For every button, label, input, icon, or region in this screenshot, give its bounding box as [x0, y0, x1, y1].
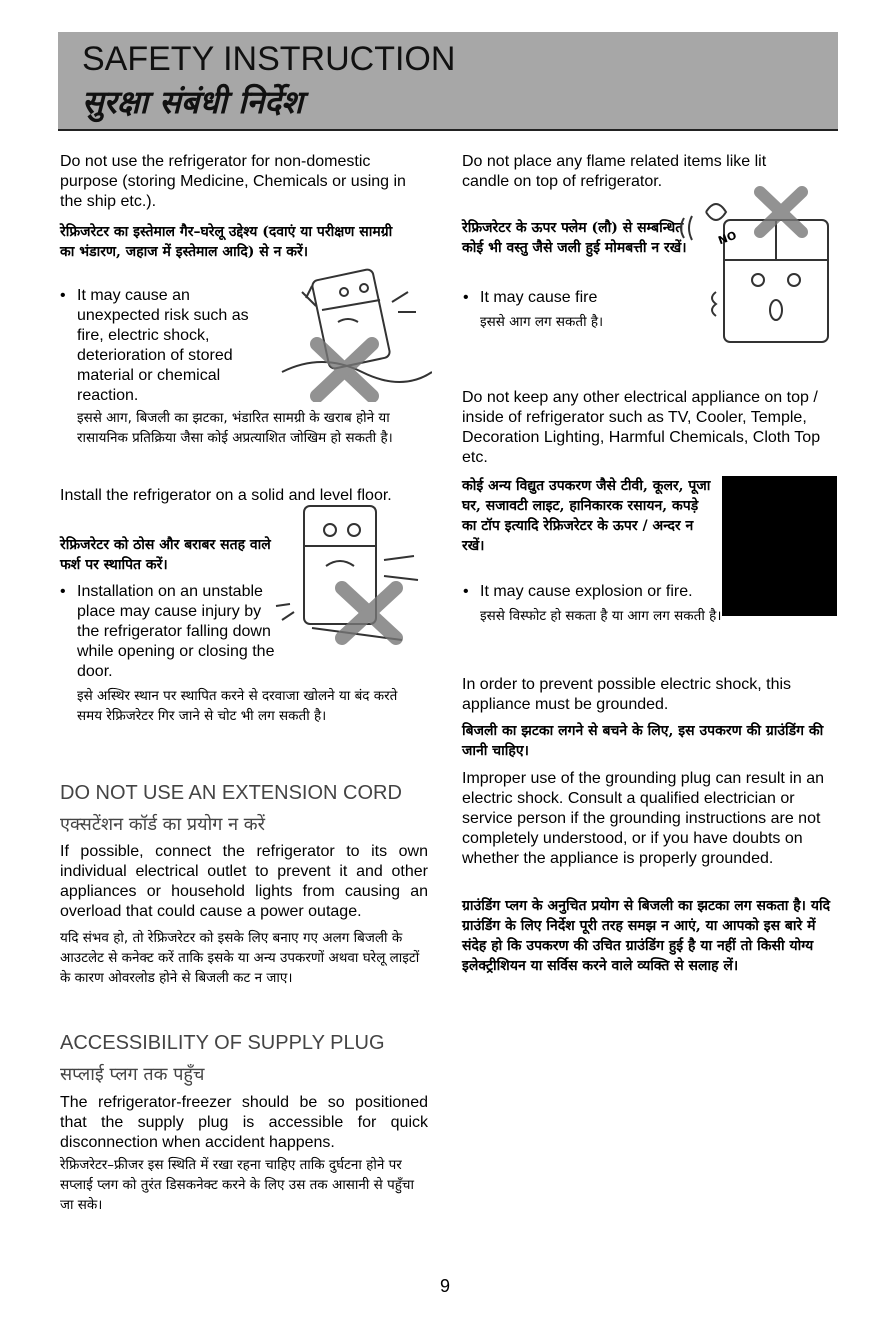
- appliance-on-top-warning: Do not keep any other electrical appliance on top / inside of refrigerator such as TV, Cooler, Temple, Decoration Lighting, Harmful Chemicals, Cloth Top etc.: [462, 389, 821, 466]
- flame-warning-hindi: रेफ्रिजरेटर के ऊपर फ्लेम (लौ) से सम्बन्धित कोई भी वस्तु जैसे जली हुई मोमबत्ती न रखें।: [462, 220, 687, 256]
- unstable-fridge-illustration: [272, 500, 432, 650]
- grounding-instruction-hindi: बिजली का झटका लगने से बचने के लिए, इस उपकरण की ग्राउंडिंग की जानी चाहिए।: [462, 723, 824, 759]
- level-floor-instruction-hindi: रेफ्रिजरेटर को ठोस और बराबर सतह वाले फर्श पर स्थापित करें।: [60, 537, 271, 573]
- appliance-on-top-warning-hindi: कोई अन्य विद्युत उपकरण जैसे टीवी, कूलर, पूजा घर, सजावटी लाइट, हानिकारक रसायन, कपड़े का टॉप इत्यादि रेफ्रिजरेटर के ऊपर / अन्दर न रखें।: [462, 478, 711, 554]
- nondomestic-warning: Do not use the refrigerator for non-domestic purpose (storing Medicine, Chemicals or using in the ship etc.).: [60, 153, 406, 210]
- explosion-bullet-hindi: इससे विस्फोट हो सकता है या आग लग सकती है।: [480, 608, 722, 624]
- nondomestic-bullet: • It may cause an unexpected risk such as fire, electric shock, deterioration of stored material or chemical reaction.: [77, 286, 277, 406]
- no-label: NO: [716, 228, 739, 248]
- nondomestic-warning-hindi: रेफ्रिजरेटर का इस्तेमाल गैर–घरेलू उद्देश्य (दवाएं या परीक्षण सामग्री का भंडारण, जहाज में इस्तेमाल आदि) से न करें।: [60, 224, 393, 260]
- supply-plug-text: The refrigerator-freezer should be so positioned that the supply plug is accessible for quick disconnection when accident happens.: [60, 1094, 428, 1151]
- level-floor-bullet-hindi: इसे अस्थिर स्थान पर स्थापित करने से दरवाजा खोलने या बंद करते समय रेफ्रिजरेटर गिर जाने से चोट भी लग सकती है।: [77, 688, 398, 724]
- page-number: 9: [440, 1276, 451, 1296]
- page-header: [58, 32, 838, 131]
- candle-fridge-illustration: [676, 182, 840, 350]
- supply-plug-text-hindi: रेफ्रिजरेटर–फ्रीजर इस स्थिति में रखा रहना चाहिए ताकि दुर्घटना होने पर सप्लाई प्लग को तुरंत डिसकनेक्ट करने के लिए उस तक आसानी से पहुँचा जा सके।: [60, 1157, 414, 1213]
- page-title-hindi: सुरक्षा संबंधी निर्देश: [82, 83, 303, 121]
- explosion-bullet: • It may cause explosion or fire.: [480, 582, 780, 602]
- flame-bullet: • It may cause fire: [480, 288, 680, 308]
- extension-cord-heading: DO NOT USE AN EXTENSION CORD: [60, 782, 402, 804]
- page-title: SAFETY INSTRUCTION: [82, 40, 456, 78]
- grounding-plug-text-hindi: ग्राउंडिंग प्लग के अनुचित प्रयोग से बिजली का झटका लग सकता है। यदि ग्राउंडिंग के लिए निर्देश पूरी तरह समझ न आएं, या आपको इस बारे में संदेह हो कि उपकरण की उचित ग्राउंडिंग हुई है या नहीं तो किसी योग्य इलेक्ट्रीशियन या सर्विस करने वाले व्यक्ति से सलाह लें।: [462, 898, 831, 974]
- grounding-instruction: In order to prevent possible electric shock, this appliance must be grounded.: [462, 676, 792, 713]
- flame-warning: Do not place any flame related items like lit candle on top of refrigerator.: [462, 153, 767, 190]
- supply-plug-heading-hindi: सप्लाई प्लग तक पहुँच: [60, 1064, 205, 1085]
- unsafe-use-illustration: [272, 262, 432, 402]
- extension-cord-text: If possible, connect the refrigerator to its own individual electrical outlet to prevent it and other appliances or household lights from causing an overload that could cause a power outage.: [60, 843, 428, 920]
- grounding-plug-text: Improper use of the grounding plug can result in an electric shock. Consult a qualified electrician or service person if the grounding instructions are not completely understood, or if you have doubts on whether the appliance is properly grounded.: [462, 770, 825, 867]
- level-floor-bullet: • Installation on an unstable place may cause injury by the refrigerator falling down while opening or closing the door.: [77, 582, 277, 682]
- level-floor-instruction: Install the refrigerator on a solid and level floor.: [60, 487, 392, 504]
- flame-bullet-hindi: इससे आग लग सकती है।: [480, 314, 604, 330]
- nondomestic-bullet-hindi: इससे आग, बिजली का झटका, भंडारित सामग्री के खराब होने या रासायनिक प्रतिक्रिया जैसा कोई अप्रत्याशित जोखिम हो सकती है।: [77, 410, 393, 446]
- supply-plug-heading: ACCESSIBILITY OF SUPPLY PLUG: [60, 1032, 385, 1054]
- extension-cord-heading-hindi: एक्सटेंशन कॉर्ड का प्रयोग न करें: [60, 814, 265, 835]
- extension-cord-text-hindi: यदि संभव हो, तो रेफ्रिजरेटर को इसके लिए बनाए गए अलग बिजली के आउटलेट से कनेक्ट करें ताकि इसके या अन्य उपकरणों अथवा घरेलू लाइटों के कारण ओवरलोड होने से बिजली कट न जाए।: [60, 930, 420, 986]
